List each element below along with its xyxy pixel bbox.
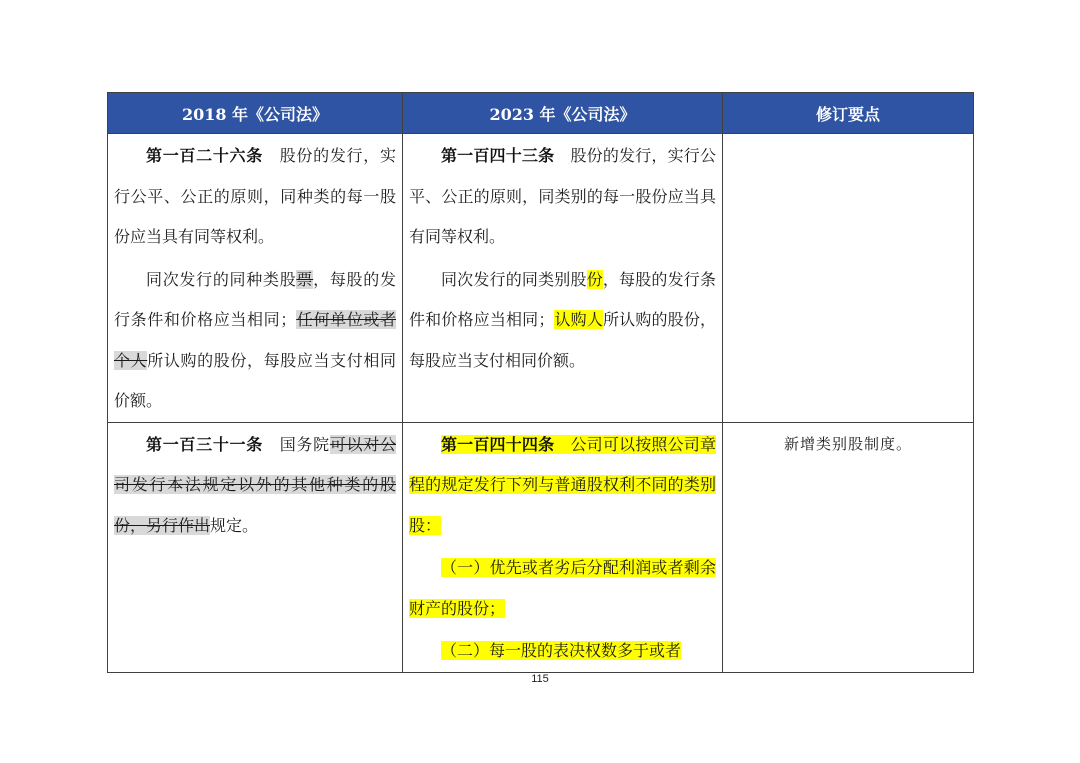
- header-2018: 2018 年《公司法》: [108, 93, 403, 134]
- text-run: 所认购的股份，每股应当支付相同价额。: [409, 310, 716, 370]
- cell-2018-article-126: [108, 134, 403, 423]
- cell-2018-article-131: [108, 422, 403, 672]
- highlighted-text: 份: [586, 269, 603, 289]
- paragraph: [409, 134, 716, 258]
- cell-revision-note-empty: [723, 134, 974, 423]
- article-number: 第一百四十四条: [441, 434, 555, 454]
- text-run: 所认购的股份，每股应当支付相同价额。: [114, 350, 396, 410]
- revision-note: [729, 134, 967, 135]
- text-run: 国务院: [279, 434, 330, 454]
- header-revision-points: 修订要点: [723, 93, 974, 134]
- text-run: 规定。: [210, 515, 259, 535]
- paragraph: [114, 258, 396, 422]
- text-run: 同次发行的同种类股: [146, 269, 297, 289]
- paragraph: [409, 546, 716, 629]
- page-number: 115: [531, 673, 549, 685]
- text-run: 同次发行的同类别股: [441, 269, 587, 289]
- paragraph: [114, 423, 396, 547]
- header-row: [108, 93, 974, 134]
- table-row: [108, 422, 974, 672]
- text-run: ，每股的发行条件和价格应当相同；: [409, 269, 716, 329]
- paragraph: [114, 134, 396, 258]
- article-number: 第一百二十六条: [146, 146, 263, 165]
- paragraph: [409, 423, 716, 547]
- revision-note: 新增类别股制度。: [783, 434, 912, 453]
- header-2023: 2023 年《公司法》: [403, 93, 723, 134]
- article-number: 第一百三十一条: [146, 434, 263, 454]
- highlighted-text: 认购人: [554, 310, 603, 329]
- comparison-table: [107, 92, 974, 673]
- new-article-text: 公司可以按照公司章程的规定发行下列与普通股权利不同的类别股：: [409, 434, 716, 535]
- article-number: 第一百四十三条: [441, 146, 555, 165]
- cell-2023-article-143: [403, 134, 723, 423]
- deleted-text: 票: [296, 269, 314, 289]
- article-text: 股份的发行，实行公平、公正的原则，同类别的每一股份应当具有同等权利。: [409, 146, 716, 246]
- paragraph: [409, 258, 716, 382]
- cell-revision-note: [723, 422, 974, 672]
- new-item-2: （二）每一股的表决权数多于或者: [441, 641, 682, 660]
- cell-2023-article-144: [403, 422, 723, 672]
- new-item-1: （一）优先或者劣后分配利润或者剩余财产的股份；: [409, 558, 716, 618]
- deleted-text: 任何单位或者个人: [114, 310, 396, 370]
- text-run: ，每股的发行条件和价格应当相同；: [114, 269, 396, 329]
- table-row: [108, 134, 974, 423]
- article-text: 股份的发行，实行公平、公正的原则，同种类的每一股份应当具有同等权利。: [114, 146, 396, 246]
- paragraph: [409, 629, 716, 672]
- deleted-text: 可以对公司发行本法规定以外的其他种类的股份，另行作出: [114, 434, 396, 535]
